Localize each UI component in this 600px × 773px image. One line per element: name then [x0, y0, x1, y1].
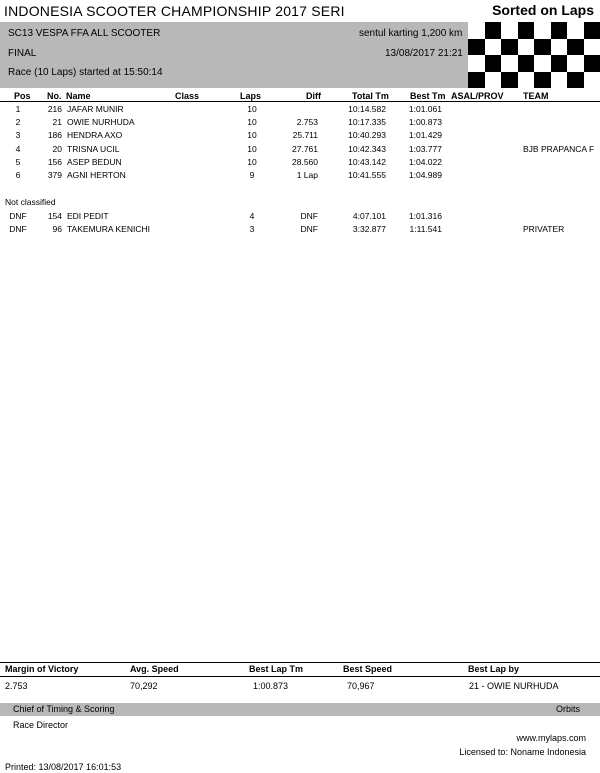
cell-no: 20	[52, 143, 62, 154]
session-datetime: 13/08/2017 21:21	[385, 48, 463, 59]
cell-name: JAFAR MUNIR	[67, 104, 124, 114]
cell-laps: 10	[247, 156, 257, 167]
cell-total: 10:14.582	[348, 104, 386, 114]
cell-no: 21	[52, 117, 62, 128]
license-text: Licensed to: Noname Indonesia	[459, 747, 586, 757]
cell-name: EDI PEDIT	[67, 211, 109, 221]
checkered-flag-icon	[468, 22, 600, 88]
cell-no: 379	[47, 170, 62, 180]
cell-total: 3:32.877	[352, 224, 386, 235]
avg-speed-value: 70,292	[130, 681, 158, 691]
col-name: Name	[66, 91, 91, 101]
event-name: SC13 VESPA FFA ALL SCOOTER	[8, 28, 161, 39]
cell-laps: 3	[249, 224, 255, 235]
sort-indicator: Sorted on Laps	[492, 2, 594, 18]
track-info: sentul karting 1,200 km	[359, 28, 463, 39]
cell-diff: DNF	[300, 224, 318, 235]
cell-pos: 2	[15, 117, 21, 128]
cell-name: AGNI HERTON	[67, 170, 126, 180]
cell-laps: 10	[247, 104, 257, 114]
cell-total: 10:42.343	[348, 143, 386, 154]
margin-value: 2.753	[5, 681, 28, 691]
race-director-label: Race Director	[13, 720, 69, 730]
orbits-label: Orbits	[555, 704, 580, 714]
cell-pos: 5	[15, 156, 21, 167]
best-speed-value: 70,967	[347, 681, 375, 691]
cell-no: 216	[47, 104, 62, 114]
cell-best: 1:01.316	[408, 211, 442, 221]
best-lap-by-value: 21 - OWIE NURHUDA	[469, 681, 559, 691]
cell-no: 156	[47, 156, 62, 167]
cell-name: ASEP BEDUN	[67, 156, 122, 167]
chief-label: Chief of Timing & Scoring	[13, 704, 115, 714]
cell-laps: 10	[247, 143, 257, 154]
cell-best: 1:03.777	[408, 143, 442, 154]
cell-best: 1:04.022	[408, 156, 442, 167]
cell-no: 186	[47, 130, 62, 141]
cell-pos: 6	[15, 170, 21, 180]
cell-pos: 3	[15, 130, 21, 141]
race-info: Race (10 Laps) started at 15:50:14	[8, 67, 163, 78]
summary-divider-top	[0, 662, 600, 663]
header-divider	[0, 101, 600, 102]
cell-best: 1:04.989	[408, 170, 442, 180]
cell-total: 10:43.142	[348, 156, 386, 167]
cell-total: 10:40.293	[348, 130, 386, 141]
cell-no: 154	[47, 211, 62, 221]
cell-diff: DNF	[300, 211, 318, 221]
session-name: FINAL	[8, 48, 37, 59]
cell-diff: 28.560	[292, 156, 318, 167]
col-class: Class	[175, 91, 200, 101]
cell-name: TAKEMURA KENICHI	[67, 224, 150, 235]
cell-total: 10:17.335	[348, 117, 386, 128]
cell-team: BJB PRAPANCA F	[523, 143, 595, 154]
col-no: No.	[47, 91, 62, 101]
cell-best: 1:01.429	[408, 130, 442, 141]
cell-diff: 25.711	[292, 130, 318, 141]
cell-name: OWIE NURHUDA	[67, 117, 135, 128]
cell-diff: 2.753	[296, 117, 318, 128]
cell-pos: DNF	[9, 211, 27, 221]
cell-no: 96	[52, 224, 62, 235]
cell-total: 10:41.555	[348, 170, 386, 180]
col-team: TEAM	[523, 91, 549, 101]
cell-laps: 10	[247, 117, 257, 128]
cell-pos: DNF	[9, 224, 27, 235]
printed-timestamp: Printed: 13/08/2017 16:01:53	[5, 762, 122, 772]
cell-name: HENDRA AXO	[67, 130, 123, 141]
cell-laps: 9	[249, 170, 255, 180]
cell-laps: 10	[247, 130, 257, 141]
col-total: Total Tm	[352, 91, 389, 101]
best-lap-tm-value: 1:00.873	[253, 681, 289, 691]
col-pos: Pos	[14, 91, 31, 101]
cell-best: 1:01.061	[408, 104, 442, 114]
best-speed-label: Best Speed	[343, 664, 393, 674]
col-best: Best Tm	[410, 91, 446, 101]
col-diff: Diff	[306, 91, 321, 101]
cell-pos: 4	[15, 143, 21, 154]
summary-divider	[0, 676, 600, 677]
page-title: INDONESIA SCOOTER CHAMPIONSHIP 2017 SERI	[4, 3, 345, 19]
cell-team: PRIVATER	[523, 224, 565, 235]
cell-total: 4:07.101	[352, 211, 386, 221]
cell-diff: 1 Lap	[296, 170, 318, 180]
cell-laps: 4	[249, 211, 255, 221]
best-lap-by-label: Best Lap by	[468, 664, 520, 674]
cell-pos: 1	[15, 104, 21, 114]
margin-label: Margin of Victory	[5, 664, 79, 674]
cell-best: 1:00.873	[408, 117, 442, 128]
col-asal: ASAL/PROV	[451, 91, 504, 101]
best-lap-tm-label: Best Lap Tm	[249, 664, 304, 674]
col-laps: Laps	[240, 91, 262, 101]
cell-best: 1:11.541	[409, 224, 442, 235]
cell-diff: 27.761	[292, 143, 318, 154]
website-link[interactable]: www.mylaps.com	[516, 733, 586, 743]
cell-name: TRISNA UCIL	[67, 143, 120, 154]
not-classified-label: Not classified	[5, 197, 56, 207]
avg-speed-label: Avg. Speed	[130, 664, 179, 674]
